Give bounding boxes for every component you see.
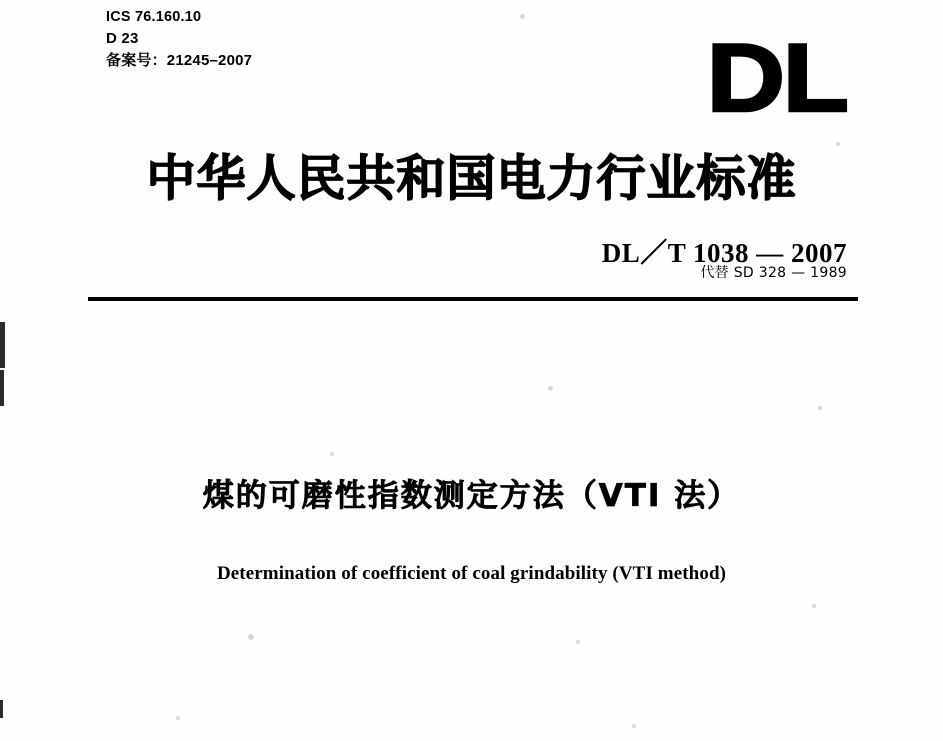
document-title-chinese: 煤的可磨性指数测定方法（VTI 法） <box>202 478 741 514</box>
standard-number: DL／T 1038 — 2007 <box>601 238 847 268</box>
scan-artifact <box>0 370 4 406</box>
scan-speck <box>632 724 636 728</box>
record-number: 备案号：21245–2007 <box>106 52 253 69</box>
ics-code: ICS 76.160.10 <box>106 9 202 25</box>
scan-speck <box>176 716 180 720</box>
scan-artifact <box>0 322 5 368</box>
header-metadata <box>106 6 252 72</box>
scan-speck <box>812 604 816 608</box>
dl-logo: DL <box>707 24 847 132</box>
standard-replaces: 代替 SD 328 — 1989 <box>700 265 847 281</box>
scan-speck <box>520 14 525 19</box>
document-title-english: Determination of coefficient of coal grindability (VTI method) <box>216 563 727 584</box>
scan-speck <box>836 142 840 146</box>
scan-speck <box>818 406 822 410</box>
scan-speck <box>330 452 334 456</box>
header-divider <box>88 297 858 301</box>
scan-artifact <box>0 700 3 718</box>
scan-speck <box>576 640 580 644</box>
scan-speck <box>548 386 553 391</box>
classification-code: D 23 <box>106 30 139 47</box>
standard-authority-title: 中华人民共和国电力行业标准 <box>146 150 797 207</box>
scan-speck <box>248 634 254 640</box>
